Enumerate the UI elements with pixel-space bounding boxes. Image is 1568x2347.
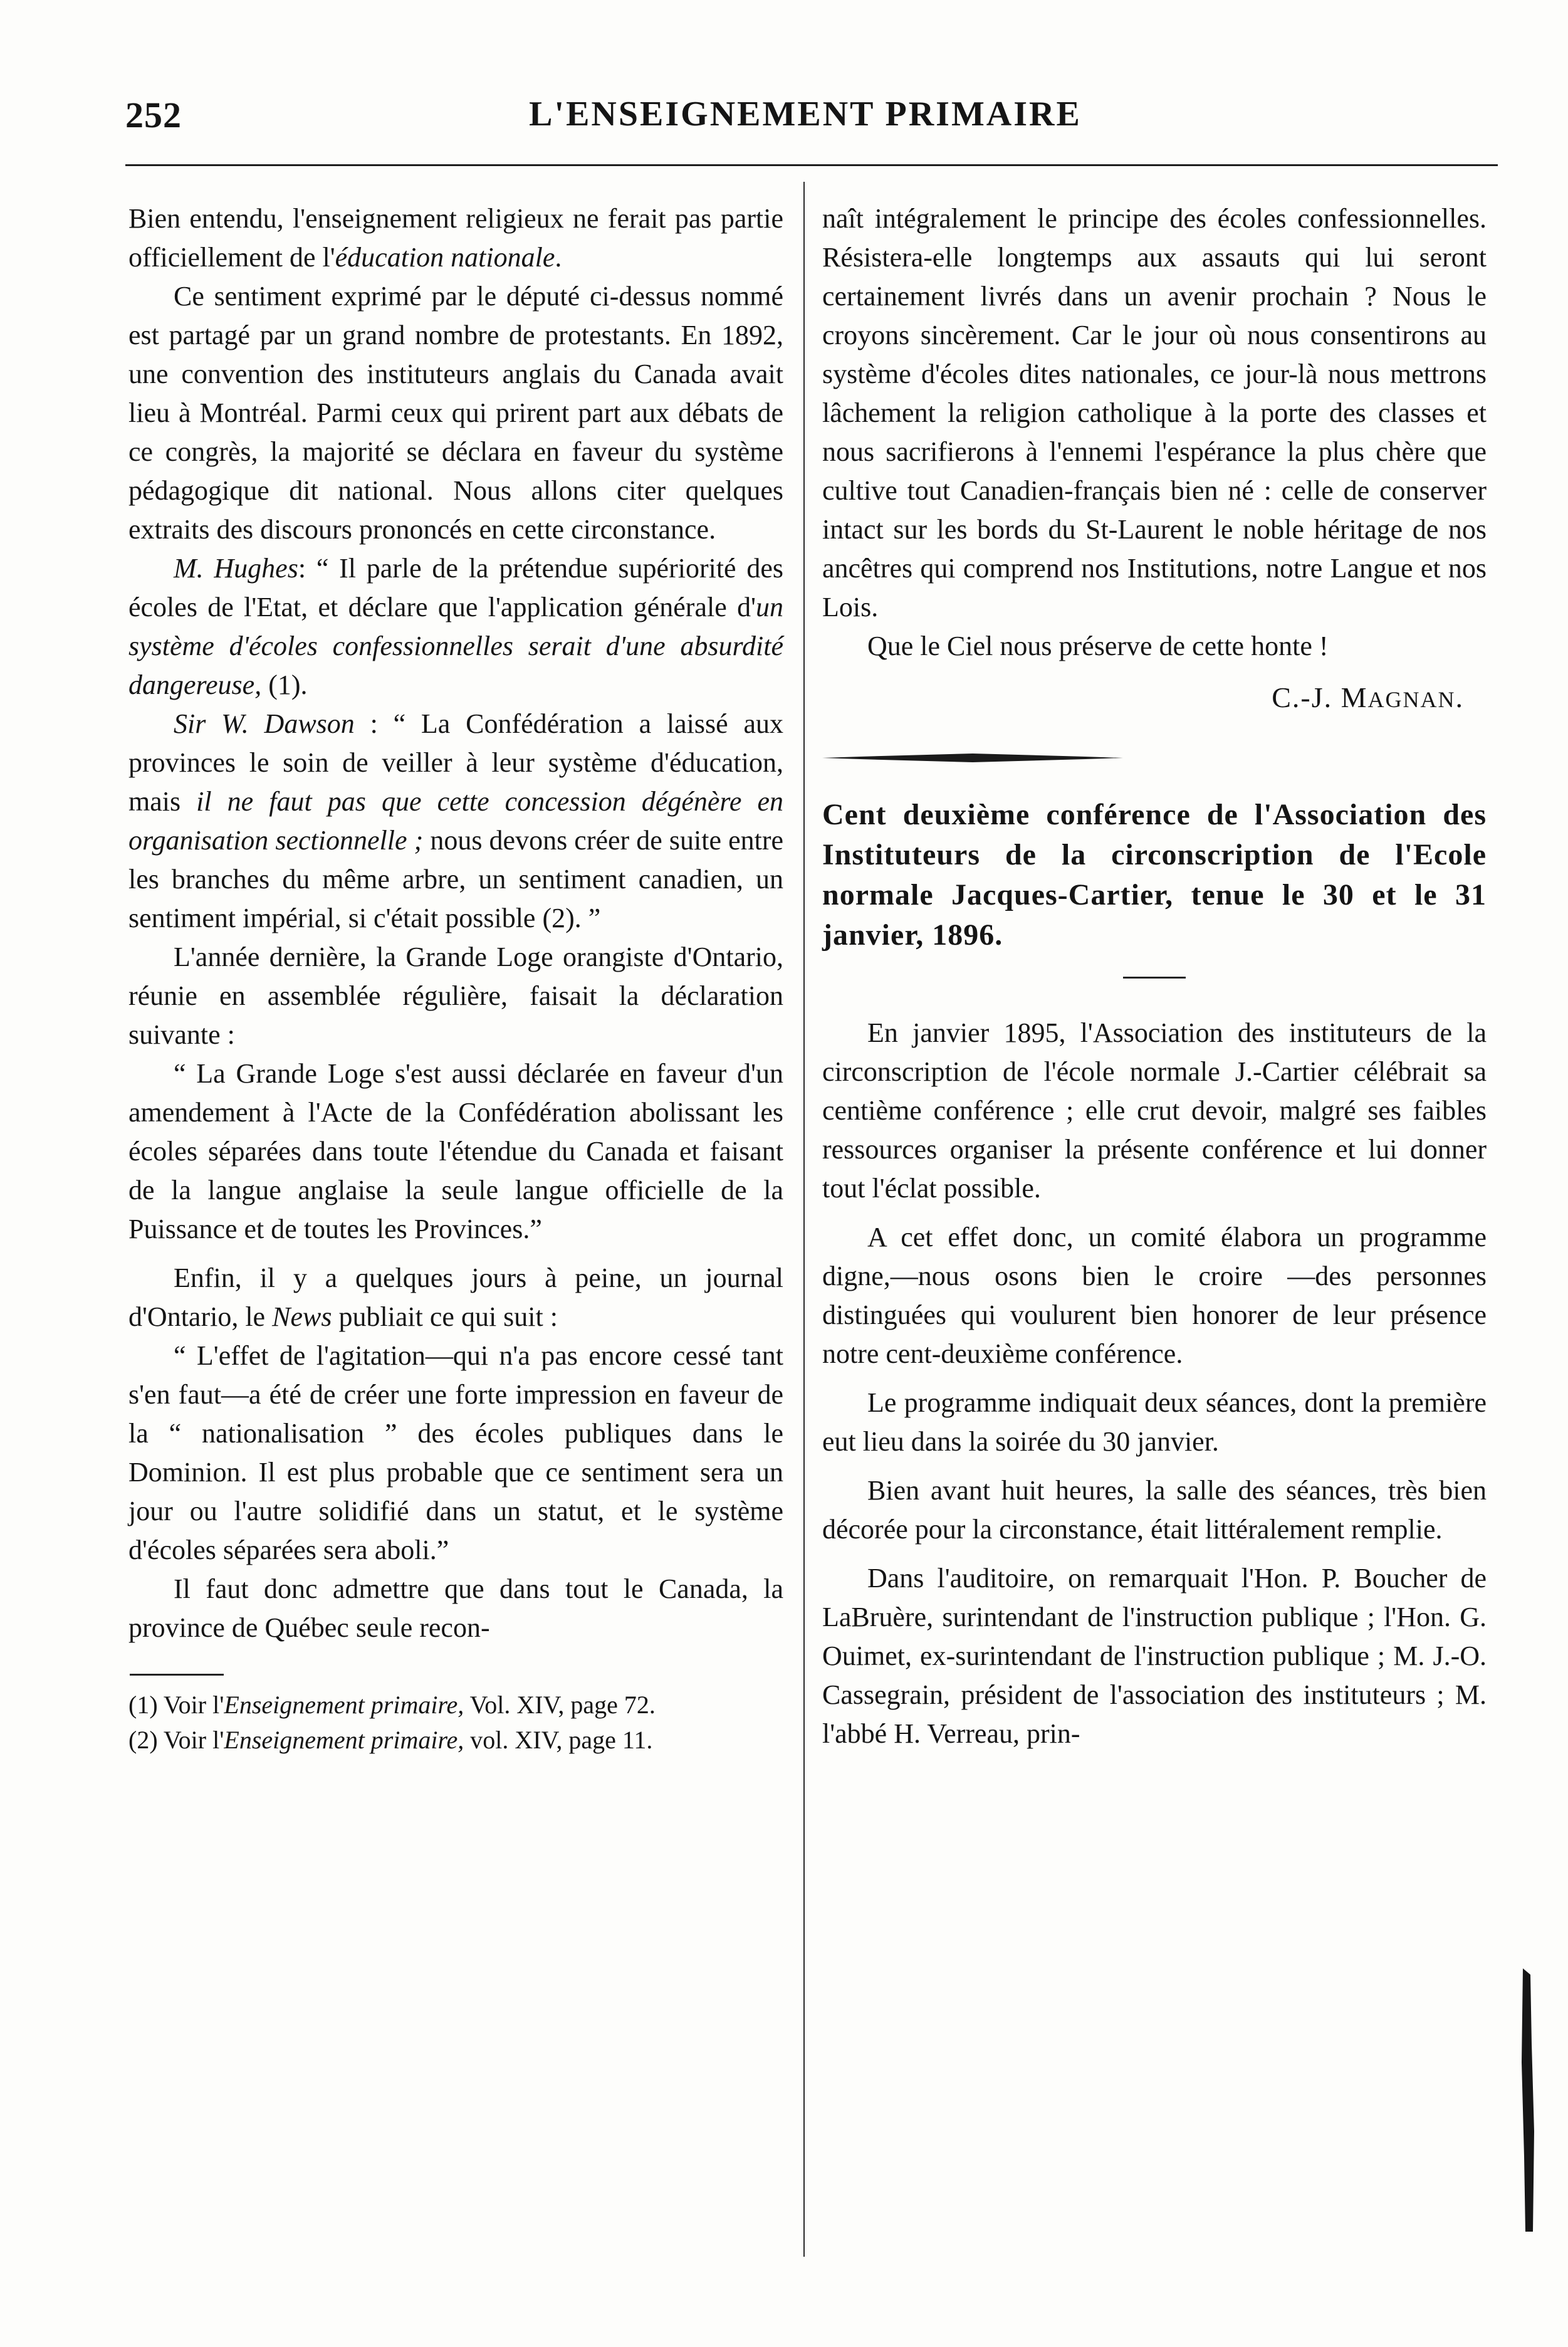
paragraph-quote-loge: “ La Grande Loge s'est aussi déclarée en faveur d'un amendement à l'Acte de la Confédération abolissant les écoles séparées dans toute l'étendue du Canada et faisant de la langue anglaise la seule langue officielle de la Puissance et de toutes les Provinces.” xyxy=(128,1058,783,1244)
text-run-italic: éducation nationale xyxy=(335,242,555,273)
text-run-smallcaps: AGNAN xyxy=(1367,687,1456,712)
text-run: . xyxy=(1455,681,1464,713)
paragraph-r6: Bien avant huit heures, la salle des séances, très bien décorée pour la circonstance, était littéralement remplie. xyxy=(822,1475,1487,1545)
paragraph-5: L'année dernière, la Grande Loge orangiste d'Ontario, réunie en assemblée régulière, faisait la déclaration suivante : xyxy=(128,942,783,1050)
text-run: (2) Voir l' xyxy=(128,1726,224,1754)
text-run: nous devons créer de suite entre les branches du même arbre, un sentiment canadien, un sentiment impérial, si c'était possible (2). ” xyxy=(128,825,783,933)
spacer xyxy=(822,1461,1487,1471)
text-run-italic: il ne faut pas que cette concession dégénère en organisation sectionnelle ; xyxy=(128,786,783,856)
text-run: publiait ce qui suit : xyxy=(332,1301,558,1332)
paragraph-7 xyxy=(128,1259,783,1336)
spacer xyxy=(822,1373,1487,1384)
paragraph-r4: A cet effet donc, un comité élabora un programme digne,—nous osons bien le croire —des personnes distinguées qui voulurent bien honorer de leur présence notre cent-deuxième conférence. xyxy=(822,1222,1487,1369)
article-heading xyxy=(822,795,1487,955)
spacer xyxy=(822,1549,1487,1559)
text-run-italic: Enseignement primaire, xyxy=(224,1691,464,1719)
paragraph-hughes xyxy=(128,549,783,705)
footnote-divider xyxy=(130,1674,224,1676)
spacer xyxy=(128,1249,783,1259)
text-run-italic: News xyxy=(272,1301,332,1332)
text-run: . xyxy=(555,242,562,273)
article-title: Cent deuxième conférence de l'Association des Instituteurs de la circonscription de l'Ecole normale Jacques-Cartier, tenue le 30 et le 31 janvier, 1896. xyxy=(822,798,1487,952)
text-run: Vol. XIV, page 72. xyxy=(464,1691,656,1719)
text-run: Bien entendu, l'enseignement religieux ne ferait pas partie officiellement de l' xyxy=(128,203,783,273)
text-run: : “ La Confédération a laissé aux provinces le soin de veiller à leur système d'éducation, mais xyxy=(128,708,783,817)
text-run-italic: Enseignement primaire, xyxy=(224,1726,464,1754)
page-number: 252 xyxy=(125,95,182,135)
footnote-1 xyxy=(128,1689,783,1721)
author-signature xyxy=(822,681,1464,714)
running-header xyxy=(125,94,1485,144)
header-rule xyxy=(125,164,1498,166)
paragraph-dawson xyxy=(128,705,783,938)
text-run: (1) Voir l' xyxy=(128,1691,224,1719)
paragraph-2: Ce sentiment exprimé par le député ci-dessus nommé est partagé par un grand nombre de protestants. En 1892, une convention des instituteurs anglais du Canada avait lieu à Montréal. Parmi ceux qui prirent part aux débats de ce congrès, la majorité se déclara en faveur du système pédagogique dit national. Nous allons citer quelques extraits des discours prononcés en cette circonstance. xyxy=(128,281,783,545)
text-run: : “ Il parle de la prétendue supériorité des écoles de l'Etat, et déclare que l'application générale d' xyxy=(128,553,783,622)
column-divider xyxy=(803,182,805,2257)
text-run: vol. XIV, page 11. xyxy=(464,1726,653,1754)
paragraph-r7: Dans l'auditoire, on remarquait l'Hon. P. Boucher de LaBruère, surintendant de l'instruction publique ; l'Hon. G. Ouimet, ex-surintendant de l'instruction publique ; M. J.-O. Cassegrain, président de l'association des instituteurs ; M. l'abbé H. Verreau, prin- xyxy=(822,1563,1487,1749)
spacer xyxy=(822,1208,1487,1218)
speaker-name: M. Hughes xyxy=(174,553,298,584)
page-edge-ink-mark xyxy=(1518,1968,1537,2232)
ornament-divider xyxy=(822,753,1123,763)
paragraph-closing: Que le Ciel nous préserve de cette honte ! xyxy=(867,631,1329,661)
paragraph-continuation: naît intégralement le principe des écoles confessionnelles. Résistera-elle longtemps aux assauts qui lui seront certainement livrés dans un avenir prochain ? Nous le croyons sincèrement. Car le jour où nous consentirons au système d'écoles dites nationales, ce jour-là nous mettrons lâchement la religion catholique à la porte des classes et nous sacrifierons à l'ennemi l'espérance la plus chère que cultive tout Canadien-français bien né : celle de conserver intact sur les bords du St-Laurent le noble héritage de nos ancêtres qui comprend nos Institutions, notre Langue et nos Lois. xyxy=(822,203,1487,622)
text-run: C.-J. M xyxy=(1272,681,1368,713)
footnote-2 xyxy=(128,1725,783,1756)
paragraph-quote-news: “ L'effet de l'agitation—qui n'a pas encore cessé tant s'en faut—a été de créer une forte impression en faveur de la “ nationalisation ” des écoles publiques dans le Dominion. Il est plus probable que ce sentiment sera un jour ou l'autre solidifié dans un statut, et le système d'écoles séparées sera aboli.” xyxy=(128,1340,783,1565)
running-title: L'ENSEIGNEMENT PRIMAIRE xyxy=(529,95,1082,134)
title-divider xyxy=(1123,977,1186,979)
text-run: (1). xyxy=(261,669,308,700)
text-run-italic: un système d'écoles confessionnelles serait d'une absurdité dangereuse, xyxy=(128,592,783,700)
left-column xyxy=(128,199,783,1760)
paragraph-r3: En janvier 1895, l'Association des instituteurs de la circonscription de l'école normale J.-Cartier célébrait sa centième conférence ; elle crut devoir, malgré ses faibles ressources organiser la présente conférence et lui donner tout l'éclat possible. xyxy=(822,1017,1487,1204)
text-run: Enfin, il y a quelques jours à peine, un journal d'Ontario, le xyxy=(128,1263,783,1332)
paragraph-9: Il faut donc admettre que dans tout le Canada, la province de Québec seule recon- xyxy=(128,1573,783,1643)
speaker-name: Sir W. Dawson xyxy=(174,708,355,739)
paragraph-r5: Le programme indiquait deux séances, dont la première eut lieu dans la soirée du 30 janvier. xyxy=(822,1387,1487,1457)
right-column xyxy=(822,199,1487,1753)
paragraph-1 xyxy=(128,199,783,277)
